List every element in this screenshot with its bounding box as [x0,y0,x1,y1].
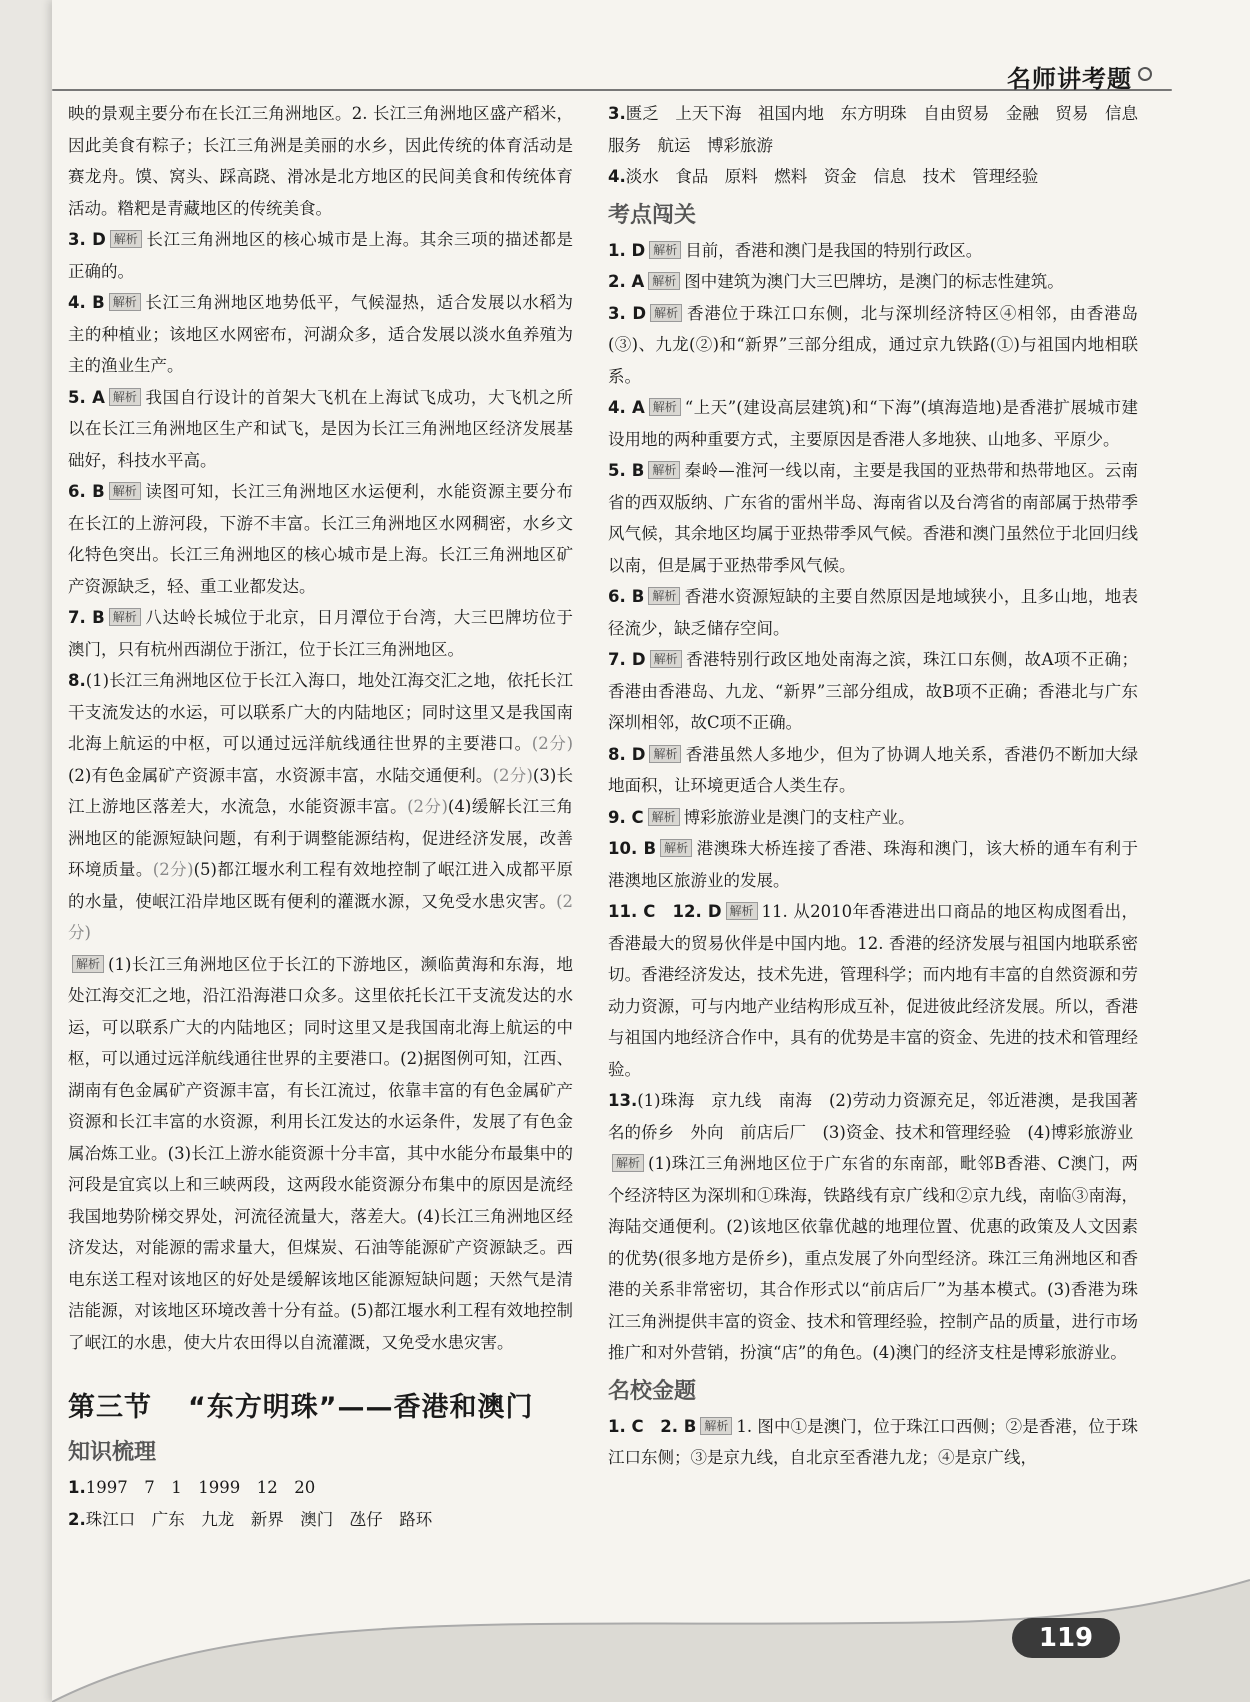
chapter-title [68,1388,573,1428]
answer-text: 图中建筑为澳门大三巴牌坊，是澳门的标志性建筑。 [684,272,1064,291]
knowledge-item-4 [608,161,1138,193]
left-column [68,98,573,1535]
answer-text: 博彩旅游业是澳门的支柱产业。 [683,807,915,827]
analysis-tag: 解析 [726,902,758,920]
score-note: (2分) [531,734,574,753]
school-item [608,1411,1138,1474]
analysis-tag: 解析 [649,398,681,416]
item-number: 4. [608,167,626,186]
answer-text: “上天”(建设高层建筑)和“下海”(填海造地)是香港扩展城市建设用地的两种重要方式，主要原因是香港人多地狭、山地多、平原少。 [608,398,1138,449]
analysis-text: (1)长江三角洲地区位于长江的下游地区，濒临黄海和东海，地处江海交汇之地，沿江沿海港口众多。这里依托长江干支流发达的水运，可以联系广大的内陆地区；同时这里又是我国南北海上航运的中枢，可以通过远洋航线通往世界的主要港口。(2)据图例可知，江西、湖南有色金属矿产资源丰富，有长江流过，依靠丰富的有色金属矿产资源和长江丰富的水资源，利用长江发达的水运条件，发展了有色金属冶炼工业。(3)长江上游水能资源十分丰富，其中水能分布最集中的河段是宜宾以上和三峡两段，这两段水能资源分布集中的原因是流经我国地势阶梯交界处，河流径流量大，落差大。(4)长江三角洲地区经济发达，对能源的需求量大，但煤炭、石油等能源矿产资源缺乏。西电东送工程对该地区的好处是缓解该地区能源短缺问题；天然气是清洁能源，对该地区环境改善十分有益。(5)都江堰水利工程有效地控制了岷江的水患，使大片农田得以自流灌溉，又免受水患灾害。 [68,954,573,1352]
answer-text: (1)珠海 京九线 南海 (2)劳动力资源充足，邻近港澳，是我国著名的侨乡 外向 前店后厂 (3)资金、技术和管理经验 (4)博彩旅游业 [608,1091,1138,1142]
knowledge-item-2 [68,1504,573,1536]
score-note: (2分) [68,891,573,942]
answer-number: 1. C 2. B [608,1416,697,1436]
page-number-badge: 119 [1012,1618,1120,1658]
item-number: 2. [68,1509,86,1529]
analysis-text: (1)珠江三角洲地区位于广东省的东南部，毗邻B香港、C澳门，两个经济特区为深圳和①珠海，铁路线有京广线和②京九线，南临③南海，海陆交通便利。(2)该地区依靠优越的地理位置、优惠的政策及人文因素的优势(很多地方是侨乡)，重点发展了外向型经济。珠江三角洲地区和香港的关系非常密切，其合作形式以“前店后厂”为基本模式。(3)香港为珠江三角洲提供丰富的资金、技术和管理经验，控制产品的质量，进行市场推广和对外营销，扮演“店”的角色。(4)澳门的经济支柱是博彩旅游业。 [608,1154,1138,1362]
answer-item-7 [68,602,573,665]
analysis-tag: 解析 [648,587,680,605]
score-note: (2分) [492,765,533,785]
q13-analysis [608,1148,1138,1369]
header-title: 名师讲考题 [1007,64,1132,93]
answer-number: 4. A [608,398,645,417]
answer-text: 八达岭长城位于北京，日月潭位于台湾，大三巴牌坊位于澳门，只有杭州西湖位于浙江，位于长江三角洲地区。 [68,608,573,659]
answer-text: 读图可知，长江三角洲地区水运便利，水能资源主要分布在长江的上游河段，下游不丰富。长江三角洲地区水网稠密，水乡文化特色突出。长江三角洲地区的核心城市是上海。长江三角洲地区矿产资源缺乏，轻、重工业都发达。 [68,482,573,596]
knowledge-item-3 [608,98,1138,161]
answer-number: 3. D [608,303,647,323]
answer-text: 香港特别行政区地处南海之滨，珠江口东侧，故A项不正确；香港由香港岛、九龙、“新界”三部分组成，故B项不正确；香港北与广东深圳相邻，故C项不正确。 [608,650,1138,732]
answer-number: 10. B [608,839,657,858]
page-header [52,55,1152,95]
item-text: 匮乏 上天下海 祖国内地 东方明珠 自由贸易 金融 贸易 信息服务 航运 博彩旅游 [608,104,1138,155]
analysis-tag: 解析 [700,1417,732,1435]
answer-item-4 [68,287,573,382]
chapter-number: 第三节 [68,1392,152,1423]
exam-item [608,392,1138,455]
answer-number: 1. D [608,240,646,260]
analysis-tag: 解析 [109,608,141,626]
analysis-tag: 解析 [648,272,680,290]
exam-item [608,235,1138,267]
analysis-tag: 解析 [660,839,692,857]
analysis-tag: 解析 [649,241,681,259]
answer-part-4: (4)缓解长江三角洲地区的能源短缺问题，有利于调整能源结构，促进经济发展，改善环境质量。 [68,797,574,879]
score-note: (2分) [152,860,194,879]
analysis-tag: 解析 [109,388,141,406]
answer-number: 3. D [68,230,106,249]
score-note: (2分) [407,797,448,816]
answer-item-8 [68,665,573,949]
section-heading-knowledge: 知识梳理 [68,1440,157,1465]
answer-number: 13. [608,1091,638,1110]
analysis-tag: 解析 [650,650,682,668]
answer-number: 7. D [608,650,646,669]
analysis-tag: 解析 [648,808,680,826]
exam-item [608,298,1138,393]
chapter-name: “东方明珠”——香港和澳门 [188,1392,534,1423]
answer-number: 9. C [608,807,644,827]
answer-item-5 [68,382,573,477]
answer-text: 秦岭—淮河一线以南，主要是我国的亚热带和热带地区。云南省的西双版纳、广东省的雷州半岛、海南省以及台湾省的南部属于热带季风气候，其余地区均属于亚热带季风气候。香港和澳门虽然位于北回归线以南，但是属于亚热带季风气候。 [608,461,1138,575]
exam-item [608,266,1138,298]
analysis-tag: 解析 [109,482,141,500]
answer-item-3 [68,224,573,287]
analysis-tag: 解析 [649,745,681,763]
answer-part-5: (5)都江堰水利工程有效地控制了岷江进入成都平原的水量，使岷江沿岸地区既有便利的灌溉水源，又免受水患灾害。 [68,860,574,911]
analysis-tag: 解析 [650,304,682,322]
answer-part-3: (3)长江上游地区落差大，水流急，水能资源丰富。 [68,765,574,816]
analysis-tag: 解析 [110,230,142,248]
item-text: 淡水 食品 原料 燃料 资金 信息 技术 管理经验 [625,167,1039,186]
analysis-tag: 解析 [612,1154,644,1172]
q8-analysis [68,949,573,1359]
answer-part-1: (1)长江三角洲地区位于长江入海口，地处江海交汇之地，依托长江干支流发达的水运，可以联系广大的内陆地区；同时这里又是我国南北海上航运的中枢，可以通过远洋航线通往世界的主要港口。 [68,671,573,753]
exam-item [608,802,1138,834]
answer-number: 11. C 12. D [608,902,722,921]
answer-number: 5. B [608,461,645,480]
item-text: 珠江口 广东 九龙 新界 澳门 氹仔 路环 [85,1509,433,1529]
answer-text: 香港虽然人多地少，但为了协调人地关系，香港仍不断加大绿地面积，让环境更适合人类生存。 [608,744,1138,795]
analysis-tag: 解析 [72,955,104,973]
answer-item-6 [68,476,573,602]
answer-text: 11. 从2010年香港进出口商品的地区构成图看出，香港最大的贸易伙伴是中国内地。12. 香港的经济发展与祖国内地联系密切。香港经济发达，技术先进，管理科学；而内地有丰富的自然资源和劳动力资源，可与内地产业结构形成互补，促进彼此经济发展。所以，香港与祖国内地经济合作中，具有的优势是丰富的资金、先进的技术和管理经验。 [608,902,1138,1079]
answer-number: 6. B [608,587,645,606]
analysis-tag: 解析 [109,293,141,311]
item-number: 1. [68,1478,86,1497]
answer-text: 长江三角洲地区的核心城市是上海。其余三项的描述都是正确的。 [68,230,573,281]
knowledge-item-1 [68,1472,573,1504]
exam-item [608,833,1138,896]
answer-number: 7. B [68,608,105,627]
answer-number: 8. [68,671,86,690]
exam-item [608,896,1138,1085]
header-circle-icon [1138,67,1152,81]
exam-item [608,581,1138,644]
answer-number: 8. D [608,744,646,764]
intro-paragraph: 映的景观主要分布在长江三角洲地区。2. 长江三角洲地区盛产稻米，因此美食有粽子；长江三角洲是美丽的水乡，因此传统的体育活动是赛龙舟。馍、窝头、踩高跷、滑冰是北方地区的民间美食和传统体育活动。糌粑是青藏地区的传统美食。 [68,104,573,218]
exam-item [608,739,1138,802]
answer-text: 香港水资源短缺的主要自然原因是地域狭小，且多山地，地表径流少，缺乏储存空间。 [608,587,1138,638]
item-number: 3. [608,104,626,123]
answer-text: 港澳珠大桥连接了香港、珠海和澳门，该大桥的通车有利于港澳地区旅游业的发展。 [608,839,1139,890]
answer-text: 长江三角洲地区地势低平，气候湿热，适合发展以水稻为主的种植业；该地区水网密布，河湖众多，适合发展以淡水鱼养殖为主的渔业生产。 [68,293,573,375]
exam-item [608,644,1138,739]
answer-number: 6. B [68,482,105,501]
answer-text: 我国自行设计的首架大飞机在上海试飞成功，大飞机之所以在长江三角洲地区生产和试飞，是因为长江三角洲地区经济发展基础好，科技水平高。 [68,387,574,470]
exam-item [608,455,1138,581]
section-heading-school: 名校金题 [608,1378,697,1404]
right-column [608,98,1138,1474]
item-text: 1997 7 1 1999 12 20 [85,1478,316,1497]
answer-number: 2. A [608,272,645,291]
answer-text: 香港位于珠江口东侧，北与深圳经济特区④相邻，由香港岛(③)、九龙(②)和“新界”三部分组成，通过京九铁路(①)与祖国内地相联系。 [608,303,1138,386]
analysis-tag: 解析 [648,461,680,479]
answer-text: 目前，香港和澳门是我国的特别行政区。 [685,240,983,260]
answer-text: 1. 图中①是澳门，位于珠江口西侧；②是香港，位于珠江口东侧；③是京九线，自北京至香港九龙；④是京广线， [608,1416,1138,1467]
answer-part-2: (2)有色金属矿产资源丰富，水资源丰富，水陆交通便利。 [68,765,493,785]
section-heading-exam: 考点闯关 [608,202,697,228]
exam-item-13 [608,1085,1138,1148]
answer-number: 5. A [68,387,105,407]
answer-number: 4. B [68,293,105,312]
header-rule [52,89,1172,91]
